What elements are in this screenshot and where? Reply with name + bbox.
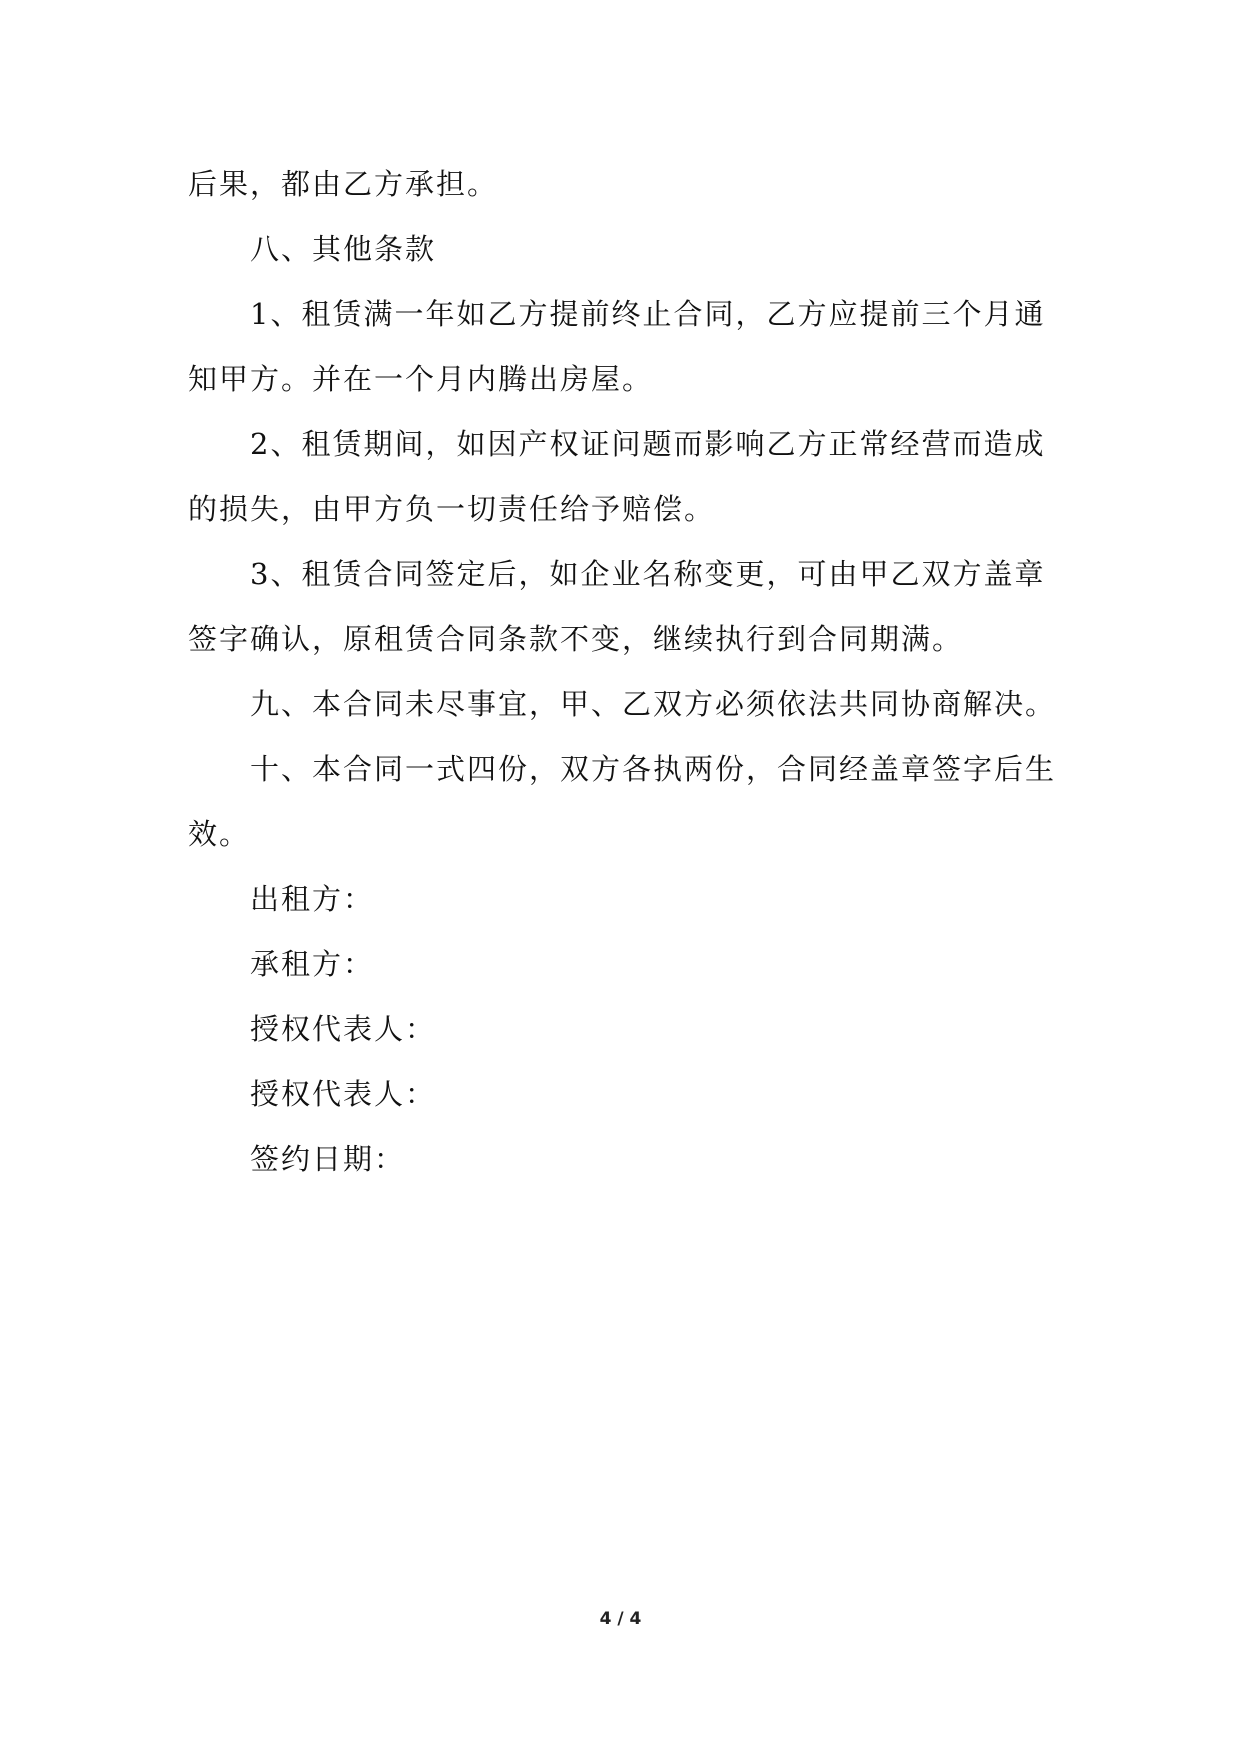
signature-label-representative: 授权代表人：	[250, 1012, 437, 1046]
text-line: 2、租赁期间，如因产权证问题而影响乙方正常经营而造成	[250, 427, 1046, 461]
section-heading: 八、其他条款	[250, 232, 437, 266]
signature-label-lessor: 出租方：	[250, 882, 375, 916]
text-line: 九、本合同未尽事宜，甲、乙双方必须依法共同协商解决。	[250, 687, 1057, 721]
signature-label-date: 签约日期：	[250, 1142, 406, 1176]
text-line: 后果，都由乙方承担。	[188, 167, 499, 201]
signature-label-representative: 授权代表人：	[250, 1077, 437, 1111]
text-line: 知甲方。并在一个月内腾出房屋。	[188, 362, 654, 396]
text-line: 效。	[188, 817, 251, 851]
text-line: 3、租赁合同签定后，如企业名称变更，可由甲乙双方盖章	[250, 557, 1046, 591]
page-number: 4 / 4	[599, 1609, 642, 1629]
text-line: 的损失，由甲方负一切责任给予赔偿。	[188, 492, 716, 526]
text-line: 1、租赁满一年如乙方提前终止合同，乙方应提前三个月通	[250, 297, 1046, 331]
signature-label-lessee: 承租方：	[250, 947, 375, 981]
text-line: 签字确认，原租赁合同条款不变，继续执行到合同期满。	[188, 622, 964, 656]
text-line: 十、本合同一式四份，双方各执两份，合同经盖章签字后生	[250, 752, 1057, 786]
